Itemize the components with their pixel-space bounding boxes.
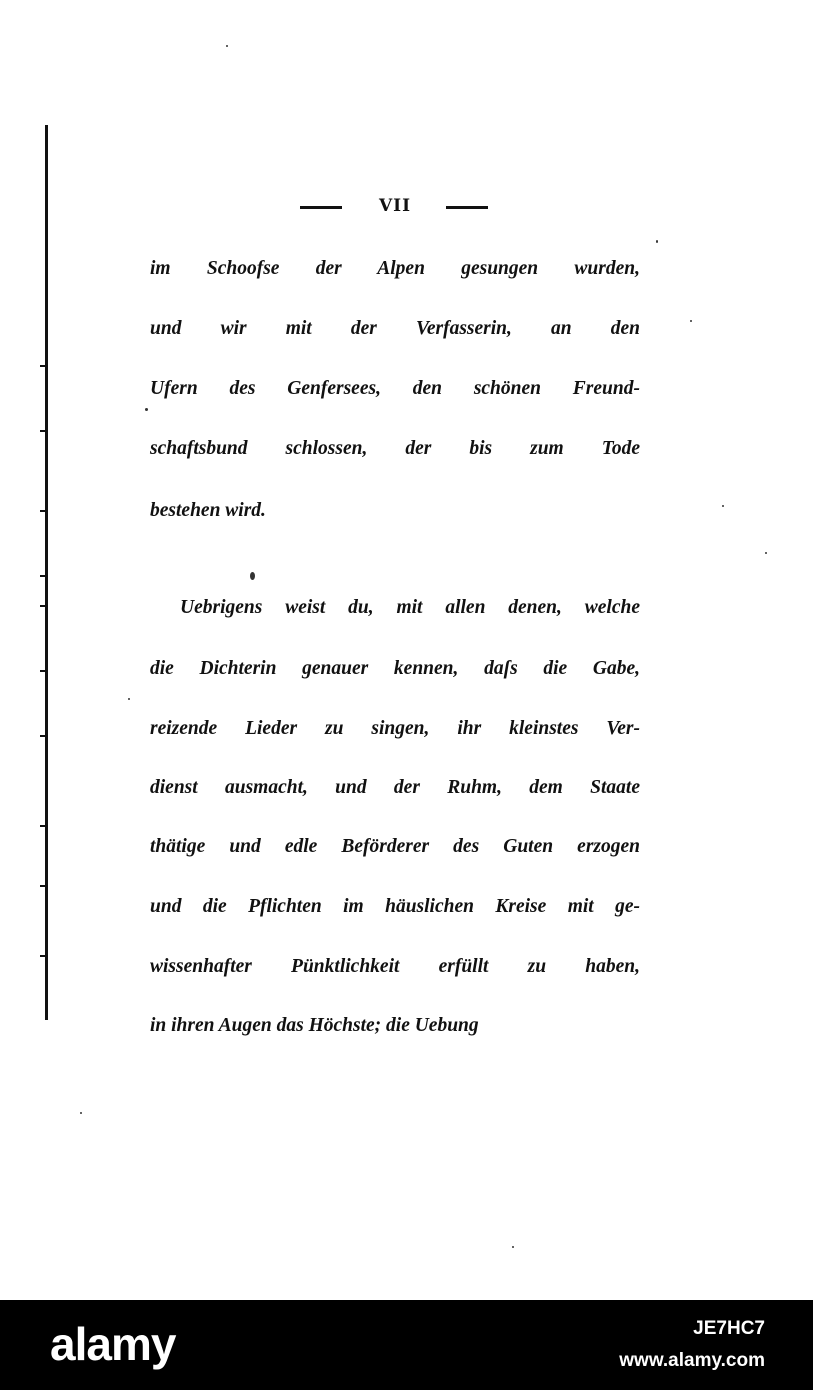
gutter-mark [40,670,45,672]
watermark-banner [0,1300,813,1390]
ink-speck [722,505,724,507]
text-line: Uebrigens weist du, mit allen denen, welche [180,597,640,618]
ink-speck [226,45,228,47]
ink-speck [250,572,255,580]
ink-speck [690,320,692,322]
ink-speck [80,1112,82,1114]
site-url: www.alamy.com [619,1350,765,1371]
text-line: wissenhafter Pünktlichkeit erfüllt zu haben, [150,956,640,977]
gutter-mark [40,510,45,512]
gutter-mark [40,955,45,957]
text-line: die Dichterin genauer kennen, daſs die Gabe, [150,658,640,679]
text-line: und die Pflichten im häuslichen Kreise mit ge- [150,896,640,917]
gutter-mark [40,735,45,737]
gutter-mark [40,605,45,607]
page-header [300,196,490,220]
text-line: in ihren Augen das Höchste; die Uebung [150,1015,479,1036]
ink-speck [656,240,658,243]
gutter-mark [40,825,45,827]
ink-speck [128,698,130,700]
alamy-logo: alamy [50,1318,176,1370]
text-line: Ufern des Genfersees, den schönen Freund- [150,378,640,399]
ink-speck [765,552,767,554]
page-number: VII [378,196,412,216]
header-rule-right [446,206,488,209]
gutter-line [45,125,48,1020]
text-line: thätige und edle Beförderer des Guten erzogen [150,836,640,857]
image-code: JE7HC7 [693,1318,765,1339]
gutter-mark [40,430,45,432]
text-line: reizende Lieder zu singen, ihr kleinstes Ver- [150,718,640,739]
gutter-mark [40,365,45,367]
text-line: schaftsbund schlossen, der bis zum Tode [150,438,640,459]
ink-speck [145,408,148,411]
gutter-mark [40,575,45,577]
text-line: im Schoofse der Alpen gesungen wurden, [150,258,640,279]
header-rule-left [300,206,342,209]
text-line: bestehen wird. [150,500,266,521]
ink-speck [512,1246,514,1248]
page-gutter-edge [40,125,49,1020]
text-line: und wir mit der Verfasserin, an den [150,318,640,339]
gutter-mark [40,885,45,887]
text-line: dienst ausmacht, und der Ruhm, dem Staate [150,777,640,798]
